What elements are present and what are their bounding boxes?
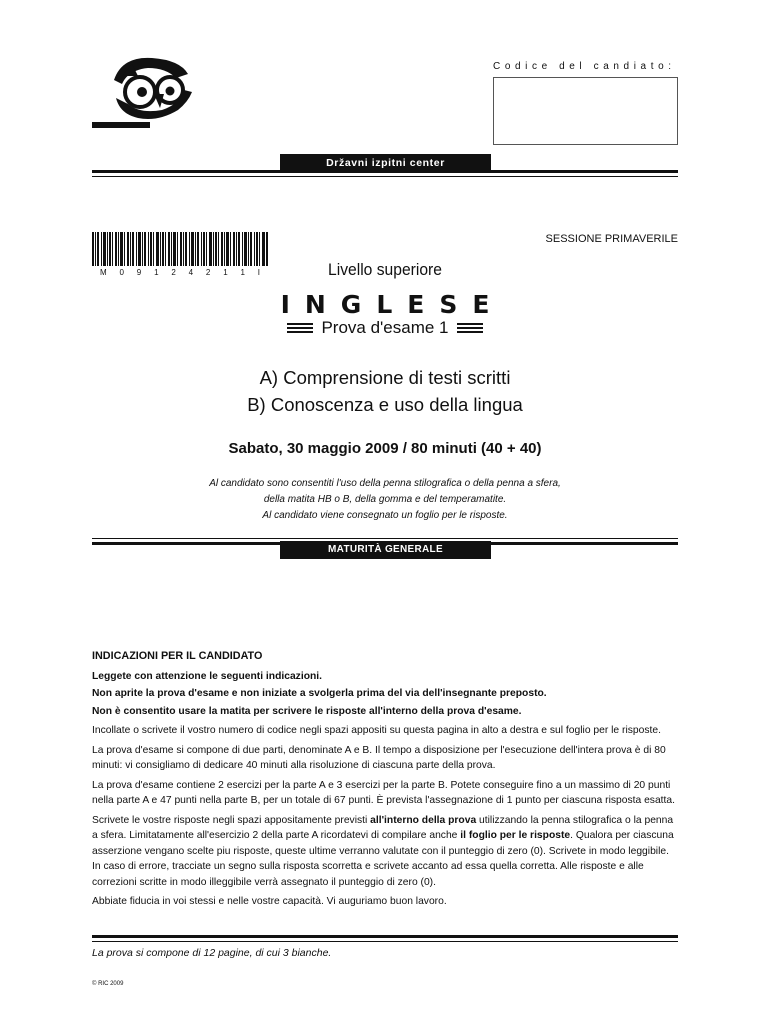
footer-bottom-rule xyxy=(92,941,678,942)
instruction-paragraph: Incollate o scrivete il vostro numero di codice negli spazi appositi su questa pagina in alto a destra e sul foglio per le risposte. xyxy=(92,725,661,736)
barcode-char: 9 xyxy=(136,268,142,277)
barcode-char: 1 xyxy=(240,268,245,277)
institution-banner: Državni izpitni center xyxy=(280,154,491,173)
copyright: © RIC 2009 xyxy=(92,981,124,987)
barcode-char: 0 xyxy=(119,268,124,277)
candidate-code-label: Codice del candiato: xyxy=(493,61,676,72)
allowed-materials xyxy=(0,476,770,524)
p4-text: . Qualora per ciascuna asserzione vengano scelte piu risposte, queste ultime verranno valutate con il punteggio di zero (0). Scrivete in modo leggibile. In caso di errore, tracciate un segno sulla risposta scorretta e scrivete accanto ad essa quella corretta. Alle risposte e alle correzioni scritte in modo illeggibile verrà assegnato il punteggio di zero (0). xyxy=(92,830,674,888)
session-label: SESSIONE PRIMAVERILE xyxy=(545,233,678,245)
exam-level: Livello superiore xyxy=(328,260,442,279)
instruction-paragraph: La prova d'esame contiene 2 esercizi per la parte A e 3 esercizi per la parte B. Potete conseguire fino a un massimo di 20 punti nella parte A e 47 punti nella parte B, per un totale di 67 punti. È prevista l'assegnazione di 1 punto per ciascuna risposta esatta. xyxy=(92,779,675,806)
barcode-char: M xyxy=(100,268,107,277)
owl-logo-icon xyxy=(92,52,202,130)
instruction-paragraph: Abbiate fiducia in voi stessi e nelle vostre capacità. Vi auguriamo buon lavoro. xyxy=(92,896,447,907)
instructions-heading: INDICAZIONI PER IL CANDIDATO xyxy=(92,650,263,662)
exam-type-banner: MATURITÀ GENERALE xyxy=(280,541,491,559)
footer-top-rule xyxy=(92,935,678,938)
instruction-bold-line: Non aprite la prova d'esame e non iniziate a svolgerla prima del via dell'insegnante preposto. xyxy=(92,688,547,699)
part-b-title: B) Conoscenza e uso della lingua xyxy=(247,394,523,415)
exam-date: Sabato, 30 maggio 2009 / 80 minuti (40 + 40) xyxy=(228,440,542,457)
barcode-char: 4 xyxy=(188,268,194,277)
barcode-char: 2 xyxy=(205,268,211,277)
header-bottom-rule xyxy=(92,176,678,177)
instruction-paragraph-answers xyxy=(92,813,678,891)
barcode-char: 1 xyxy=(223,268,228,277)
barcode-char: 2 xyxy=(171,268,176,277)
part-a-title: A) Comprensione di testi scritti xyxy=(259,367,511,388)
candidate-code-box[interactable] xyxy=(493,77,678,145)
barcode-char: I xyxy=(257,268,260,277)
instruction-bold-line: Leggete con attenzione le seguenti indicazioni. xyxy=(92,670,322,682)
triple-line-right-icon xyxy=(457,322,483,334)
allowed-line: Al candidato viene consegnato un foglio per le risposte. xyxy=(262,510,508,521)
allowed-line: Al candidato sono consentiti l'uso della penna stilografica o della penna a sfera, xyxy=(209,478,561,489)
triple-line-left-icon xyxy=(287,322,313,334)
p4-bold: il foglio per le risposte xyxy=(460,830,571,841)
exam-subject: INGLESE xyxy=(280,290,505,319)
instructions xyxy=(92,649,678,914)
exam-type-top-rule xyxy=(92,538,678,539)
p4-text: utilizzando la penna stilografica o la penna a sfera. Limitatamente all'esercizio 2 della parte A ricordatevi di compilare anche xyxy=(92,814,674,841)
instruction-paragraph: La prova d'esame si compone di due parti, denominate A e B. Il tempo a disposizione per l'esecuzione dell'intera prova è di 80 minuti: vi consigliamo di dedicare 40 minuti alla risoluzione di ciascuna parte della prova. xyxy=(92,744,666,771)
allowed-line: della matita HB o B, della gomma e del temperamatite. xyxy=(263,494,507,505)
paper-title xyxy=(0,318,770,338)
instruction-bold-line: Non è consentito usare la matita per scrivere le risposte all'interno della prova d'esame. xyxy=(92,705,522,717)
pages-note: La prova si compone di 12 pagine, di cui 3 bianche. xyxy=(92,947,332,959)
p4-bold: all'interno della prova xyxy=(370,814,477,826)
barcode-char: 1 xyxy=(154,268,159,277)
p4-text: Scrivete le vostre risposte negli spazi appositamente previsti xyxy=(92,814,371,826)
paper-title-text: Prova d'esame 1 xyxy=(321,318,449,337)
